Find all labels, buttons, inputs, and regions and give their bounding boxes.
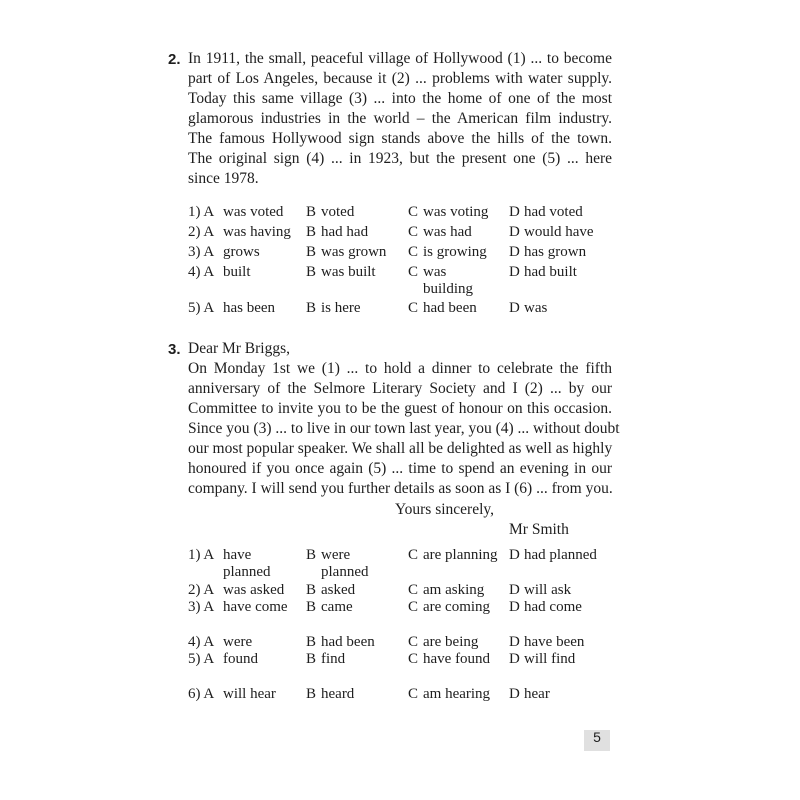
option-text: were (223, 634, 253, 650)
exercise-3-text-line: honoured if you once again (5) ... time to spend an evening in our (188, 460, 612, 477)
option-5-c (408, 651, 498, 668)
option-text: would have (524, 224, 594, 240)
option-3-b (306, 599, 353, 616)
option-5-b (306, 300, 361, 317)
option-text: had come (524, 599, 582, 615)
option-2-b (306, 224, 368, 241)
option-letter: D (509, 264, 520, 280)
option-text: had planned (524, 547, 597, 563)
option-letter: B (306, 204, 317, 220)
option-4-b (306, 264, 376, 281)
option-1-a (188, 547, 292, 581)
option-letter: B (306, 224, 317, 240)
option-2-d (509, 224, 594, 241)
option-letter: 1) A (188, 547, 215, 563)
option-letter: D (509, 244, 520, 260)
option-text: asked (321, 582, 356, 598)
option-letter: 4) A (188, 634, 215, 650)
exercise-2-text-line: In 1911, the small, peaceful village of Hollywood (1) ... to become (188, 50, 612, 67)
option-text: was had (423, 224, 472, 240)
option-text: was grown (321, 244, 387, 260)
option-4-a (188, 634, 252, 651)
option-text: have been (524, 634, 585, 650)
option-2-d (509, 582, 571, 599)
option-text: built (223, 264, 251, 280)
option-text: had voted (524, 204, 583, 220)
option-letter: B (306, 547, 317, 563)
option-4-d (509, 264, 577, 281)
exercise-3-text-line: Committee to invite you to be the guest of honour on this occasion. (188, 400, 612, 417)
option-letter: D (509, 204, 520, 220)
option-text: was building (423, 264, 474, 297)
option-1-c (408, 547, 498, 564)
exercise-3-text-line: On Monday 1st we (1) ... to hold a dinner to celebrate the fifth (188, 360, 612, 377)
option-letter: C (408, 634, 419, 650)
option-3-d (509, 599, 582, 616)
option-text: are being (423, 634, 479, 650)
option-6-d (509, 686, 550, 703)
option-letter: C (408, 264, 419, 280)
option-text: hear (524, 686, 550, 702)
option-letter: C (408, 224, 419, 240)
option-letter: 2) A (188, 582, 215, 598)
option-5-b (306, 651, 345, 668)
option-text: are planning (423, 547, 498, 563)
option-1-c (408, 204, 488, 221)
option-3-d (509, 244, 586, 261)
option-5-c (408, 300, 477, 317)
option-text: will hear (223, 686, 276, 702)
option-text: am hearing (423, 686, 491, 702)
exercise-3-text-line: anniversary of the Selmore Literary Society and I (2) ... by our (188, 380, 612, 397)
option-letter: B (306, 651, 317, 667)
option-text: has grown (524, 244, 587, 260)
option-letter: 1) A (188, 204, 215, 220)
option-text: is here (321, 300, 361, 316)
option-text: have planned (223, 547, 271, 580)
option-2-c (408, 224, 472, 241)
option-4-d (509, 634, 584, 651)
option-1-d (509, 204, 583, 221)
option-text: heard (321, 686, 355, 702)
option-text: find (321, 651, 346, 667)
exercise-2-text-line: The original sign (4) ... in 1923, but the present one (5) ... here (188, 150, 612, 167)
option-letter: 5) A (188, 300, 215, 316)
option-1-b (306, 204, 354, 221)
exercise-3-text-line: company. I will send you further details as soon as I (6) ... from you. (188, 480, 613, 497)
option-3-c (408, 244, 487, 261)
option-text: was voting (423, 204, 489, 220)
option-1-a (188, 204, 283, 221)
option-2-a (188, 224, 291, 241)
option-text: had been (321, 634, 375, 650)
option-letter: C (408, 599, 419, 615)
option-text: voted (321, 204, 355, 220)
option-2-a (188, 582, 284, 599)
option-5-d (509, 651, 575, 668)
option-text: am asking (423, 582, 485, 598)
exercise-2-text-line: The famous Hollywood sign stands above the hills of the town. (188, 130, 612, 147)
option-letter: B (306, 264, 317, 280)
option-text: have found (423, 651, 491, 667)
exercise-3-number: 3. (168, 341, 181, 358)
option-letter: 3) A (188, 599, 215, 615)
option-6-b (306, 686, 354, 703)
option-text: has been (223, 300, 276, 316)
option-letter: D (509, 300, 520, 316)
option-3-b (306, 244, 386, 261)
option-text: is growing (423, 244, 487, 260)
option-letter: D (509, 582, 520, 598)
option-text: was having (223, 224, 291, 240)
option-4-a (188, 264, 251, 281)
option-letter: 3) A (188, 244, 215, 260)
option-letter: C (408, 547, 419, 563)
option-letter: B (306, 634, 317, 650)
option-letter: C (408, 204, 419, 220)
option-letter: C (408, 300, 419, 316)
option-1-d (509, 547, 597, 564)
option-3-c (408, 599, 498, 616)
option-4-c (408, 634, 478, 651)
option-letter: C (408, 582, 419, 598)
option-letter: B (306, 582, 317, 598)
option-text: was voted (223, 204, 284, 220)
letter-signature: Mr Smith (509, 521, 569, 538)
option-letter: B (306, 599, 317, 615)
option-letter: D (509, 686, 520, 702)
option-text: were planned (321, 547, 369, 580)
option-letter: D (509, 547, 520, 563)
exercise-2-number: 2. (168, 51, 181, 68)
option-text: will find (524, 651, 576, 667)
exercise-2-text-line: Today this same village (3) ... into the home of one of the most (188, 90, 612, 107)
option-letter: C (408, 686, 419, 702)
option-letter: 6) A (188, 686, 215, 702)
exercise-2-text-line: since 1978. (188, 170, 259, 187)
option-text: had been (423, 300, 477, 316)
option-text: are coming (423, 599, 491, 615)
letter-salutation: Dear Mr Briggs, (188, 340, 291, 357)
option-6-c (408, 686, 498, 703)
option-5-d (509, 300, 547, 317)
exercise-2-text-line: part of Los Angeles, because it (2) ... problems with water supply. (188, 70, 612, 87)
option-letter: B (306, 300, 317, 316)
option-5-a (188, 300, 275, 317)
option-text: was built (321, 264, 376, 280)
option-2-c (408, 582, 484, 599)
option-text: came (321, 599, 353, 615)
option-letter: C (408, 651, 419, 667)
option-1-b (306, 547, 396, 581)
option-2-b (306, 582, 355, 599)
option-text: grows (223, 244, 260, 260)
page-number: 5 (584, 730, 610, 751)
option-6-a (188, 686, 276, 703)
option-text: had had (321, 224, 369, 240)
option-3-a (188, 599, 288, 616)
option-5-a (188, 651, 258, 668)
option-letter: C (408, 244, 419, 260)
exercise-2-text-line: glamorous industries in the world – the American film industry. (188, 110, 612, 127)
option-text: had built (524, 264, 577, 280)
option-letter: D (509, 651, 520, 667)
option-4-b (306, 634, 375, 651)
option-text: was asked (223, 582, 285, 598)
option-letter: B (306, 686, 317, 702)
option-letter: 4) A (188, 264, 215, 280)
option-letter: D (509, 599, 520, 615)
option-letter: 5) A (188, 651, 215, 667)
exercise-3-text-line: Since you (3) ... to live in our town last year, you (4) ... without doubt (188, 420, 620, 437)
option-letter: D (509, 634, 520, 650)
option-text: will ask (524, 582, 572, 598)
option-letter: B (306, 244, 317, 260)
option-text: have come (223, 599, 288, 615)
option-text: was (524, 300, 548, 316)
option-4-c (408, 264, 498, 298)
option-3-a (188, 244, 260, 261)
option-letter: D (509, 224, 520, 240)
option-letter: 2) A (188, 224, 215, 240)
exercise-3-text-line: our most popular speaker. We shall all be delighted as well as highly (188, 440, 613, 457)
letter-closing: Yours sincerely, (395, 501, 495, 518)
option-text: found (223, 651, 258, 667)
